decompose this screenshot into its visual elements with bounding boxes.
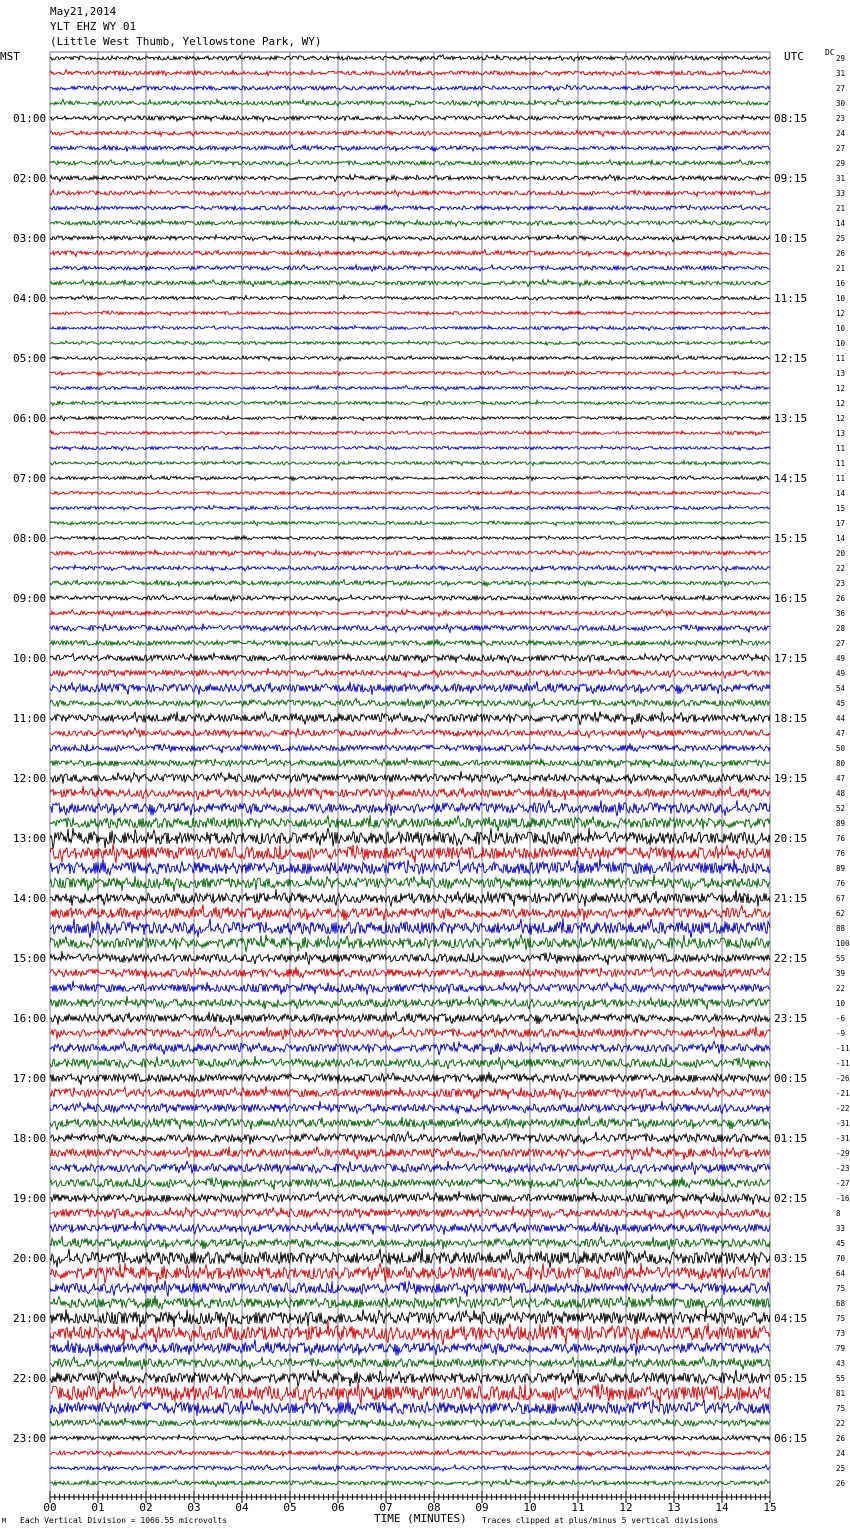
dc-offset-label: 49 <box>836 654 846 663</box>
x-tick-label: 04 <box>235 1501 249 1514</box>
dc-offset-label: 81 <box>836 1389 846 1398</box>
trace-line <box>50 639 770 646</box>
scale-note: Each Vertical Division = 1066.55 microvolts <box>20 1516 228 1525</box>
dc-offset-label: 10 <box>836 999 846 1008</box>
mst-hour-label: 22:00 <box>13 1372 47 1385</box>
mst-axis-title: MST <box>0 50 20 63</box>
dc-offset-label: 11 <box>836 459 846 468</box>
trace-line <box>50 145 770 152</box>
dc-offset-label: 29 <box>836 54 846 63</box>
station-code: YLT EHZ WY 01 <box>50 20 137 33</box>
mst-hour-label: 10:00 <box>13 652 47 665</box>
dc-offset-label: 27 <box>836 84 846 93</box>
trace-line <box>50 1116 770 1130</box>
mst-hour-label: 09:00 <box>13 592 47 605</box>
dc-offset-label: 44 <box>836 714 846 723</box>
clip-note: Traces clipped at plus/minus 5 vertical divisions <box>482 1516 719 1525</box>
trace-line <box>50 758 770 768</box>
utc-hour-label: 23:15 <box>774 1012 808 1025</box>
dc-offset-label: 15 <box>836 504 846 513</box>
trace-line <box>50 130 770 137</box>
dc-offset-label: 43 <box>836 1359 846 1368</box>
utc-hour-label: 14:15 <box>774 472 808 485</box>
trace-line <box>50 1161 770 1175</box>
trace-line <box>50 340 770 345</box>
trace-line <box>50 416 770 421</box>
mst-hour-label: 20:00 <box>13 1252 47 1265</box>
mst-hour-label: 03:00 <box>13 232 47 245</box>
dc-offset-label: 26 <box>836 1434 846 1443</box>
trace-line <box>50 595 770 602</box>
dc-offset-label: 29 <box>836 159 846 168</box>
dc-offset-label: -27 <box>836 1179 850 1188</box>
x-tick-label: 07 <box>379 1501 393 1514</box>
trace-line <box>50 935 770 952</box>
mst-hour-label: 07:00 <box>13 472 47 485</box>
mst-hour-label: 13:00 <box>13 832 47 845</box>
x-tick-label: 00 <box>43 1501 57 1514</box>
trace-line <box>50 235 770 242</box>
station-location: (Little West Thumb, Yellowstone Park, WY) <box>50 35 322 48</box>
mst-hour-label: 11:00 <box>13 712 47 725</box>
trace-line <box>50 1086 770 1100</box>
mst-hour-label: 12:00 <box>13 772 47 785</box>
dc-offset-label: 52 <box>836 804 846 813</box>
trace-line <box>50 624 770 633</box>
trace-line <box>50 475 770 480</box>
dc-offset-label: -31 <box>836 1119 850 1128</box>
utc-hour-label: 01:15 <box>774 1132 808 1145</box>
trace-line <box>50 580 770 587</box>
dc-offset-label: 55 <box>836 954 846 963</box>
trace-line <box>50 205 770 211</box>
trace-line <box>50 1206 770 1219</box>
trace-line <box>50 355 770 360</box>
dc-offset-label: 11 <box>836 444 846 453</box>
trace-line <box>50 711 770 725</box>
trace-line <box>50 1435 770 1442</box>
trace-line <box>50 160 770 167</box>
trace-line <box>50 1041 770 1055</box>
x-tick-label: 03 <box>187 1501 201 1514</box>
dc-offset-label: 10 <box>836 339 846 348</box>
dc-offset-label: 11 <box>836 474 846 483</box>
trace-line <box>50 1146 770 1160</box>
trace-line <box>50 743 770 753</box>
trace-line <box>50 1191 770 1205</box>
trace-group <box>50 55 770 1487</box>
trace-line <box>50 874 770 891</box>
utc-hour-label: 02:15 <box>774 1192 808 1205</box>
utc-hour-label: 08:15 <box>774 112 808 125</box>
utc-hour-label: 13:15 <box>774 412 808 425</box>
dc-offset-label: 64 <box>836 1269 846 1278</box>
trace-line <box>50 668 770 679</box>
dc-offset-label: 24 <box>836 1449 846 1458</box>
mst-hour-label: 17:00 <box>13 1072 47 1085</box>
trace-line <box>50 1221 770 1235</box>
utc-hour-label: 15:15 <box>774 532 808 545</box>
mst-hour-label: 19:00 <box>13 1192 47 1205</box>
trace-line <box>50 1248 770 1268</box>
dc-offset-label: 70 <box>836 1254 846 1263</box>
trace-line <box>50 728 770 738</box>
dc-offset-label: 88 <box>836 924 846 933</box>
dc-offset-label: -11 <box>836 1044 850 1053</box>
trace-line <box>50 311 770 316</box>
x-tick-label: 12 <box>619 1501 633 1514</box>
utc-hour-label: 20:15 <box>774 832 808 845</box>
mst-hour-label: 15:00 <box>13 952 47 965</box>
trace-line <box>50 460 770 465</box>
utc-hour-label: 18:15 <box>774 712 808 725</box>
utc-hour-label: 05:15 <box>774 1372 808 1385</box>
x-tick-label: 11 <box>571 1501 585 1514</box>
trace-line <box>50 1370 770 1387</box>
dc-offset-label: 45 <box>836 1239 846 1248</box>
dc-offset-label: 10 <box>836 294 846 303</box>
dc-offset-label: 16 <box>836 279 846 288</box>
mst-hour-label: 04:00 <box>13 292 47 305</box>
dc-offset-label: 67 <box>836 894 846 903</box>
dc-offset-label: 75 <box>836 1314 846 1323</box>
trace-line <box>50 800 770 816</box>
mst-hour-label: 08:00 <box>13 532 47 545</box>
trace-line <box>50 905 770 921</box>
x-tick-label: 15 <box>763 1501 777 1514</box>
mst-hour-label: 21:00 <box>13 1312 47 1325</box>
x-tick-label: 01 <box>91 1501 105 1514</box>
dc-offset-label: 24 <box>836 129 846 138</box>
dc-offset-label: -29 <box>836 1149 850 1158</box>
mst-hour-label: 23:00 <box>13 1432 47 1445</box>
utc-hour-label: 11:15 <box>774 292 808 305</box>
utc-hour-label: 17:15 <box>774 652 808 665</box>
x-tick-label: 13 <box>667 1501 681 1514</box>
x-tick-label: 10 <box>523 1501 537 1514</box>
trace-line <box>50 1480 770 1487</box>
mst-hour-label: 06:00 <box>13 412 47 425</box>
trace-line <box>50 1072 770 1085</box>
trace-line <box>50 400 770 405</box>
trace-line <box>50 70 770 76</box>
trace-line <box>50 295 770 300</box>
utc-hour-label: 16:15 <box>774 592 808 605</box>
dc-offset-label: 75 <box>836 1404 846 1413</box>
trace-line <box>50 858 770 876</box>
trace-line <box>50 55 770 61</box>
mst-hour-label: 02:00 <box>13 172 47 185</box>
dc-offset-label: -31 <box>836 1134 850 1143</box>
dc-offset-label: 14 <box>836 489 846 498</box>
trace-line <box>50 1101 770 1114</box>
trace-line <box>50 1236 770 1249</box>
trace-line <box>50 1321 770 1346</box>
dc-offset-label: -22 <box>836 1104 850 1113</box>
x-tick-label: 08 <box>427 1501 441 1514</box>
dc-offset-label: 26 <box>836 594 846 603</box>
trace-line <box>50 1465 770 1471</box>
trace-line <box>50 250 770 257</box>
dc-offset-label: 89 <box>836 819 846 828</box>
trace-line <box>50 265 770 271</box>
x-axis-title: TIME (MINUTES) <box>374 1512 467 1525</box>
trace-line <box>50 815 770 832</box>
dc-offset-label: 39 <box>836 969 846 978</box>
dc-offset-label: -9 <box>836 1029 846 1038</box>
x-tick-label: 14 <box>715 1501 729 1514</box>
mst-hour-label: 14:00 <box>13 892 47 905</box>
utc-hour-label: 19:15 <box>774 772 808 785</box>
dc-offset-label: 12 <box>836 384 846 393</box>
trace-line <box>50 565 770 572</box>
utc-hour-label: 03:15 <box>774 1252 808 1265</box>
dc-offset-label: 33 <box>836 189 846 198</box>
trace-line <box>50 386 770 391</box>
dc-offset-label: 14 <box>836 219 846 228</box>
dc-offset-label: 26 <box>836 1479 846 1488</box>
trace-line <box>50 610 770 617</box>
trace-line <box>50 1308 770 1329</box>
dc-offset-label: 76 <box>836 849 846 858</box>
dc-offset-label: 48 <box>836 789 846 798</box>
trace-line <box>50 491 770 496</box>
x-tick-label: 09 <box>475 1501 489 1514</box>
dc-offset-label: 55 <box>836 1374 846 1383</box>
trace-line <box>50 1132 770 1145</box>
dc-offset-label: 62 <box>836 909 846 918</box>
trace-line <box>50 190 770 197</box>
dc-offset-label: -11 <box>836 1059 850 1068</box>
dc-offset-label: 100 <box>836 939 850 948</box>
utc-hour-label: 10:15 <box>774 232 808 245</box>
dc-offset-label: 47 <box>836 729 846 738</box>
dc-offset-label: 12 <box>836 309 846 318</box>
mst-hour-label: 01:00 <box>13 112 47 125</box>
trace-line <box>50 1450 770 1457</box>
trace-line <box>50 1177 770 1190</box>
dc-offset-label: 13 <box>836 369 846 378</box>
dc-offset-label: -6 <box>836 1014 846 1023</box>
x-tick-label: 05 <box>283 1501 297 1514</box>
trace-line <box>50 445 770 450</box>
utc-hour-label: 12:15 <box>774 352 808 365</box>
trace-line <box>50 550 770 556</box>
dc-offset-label: 25 <box>836 1464 846 1473</box>
dc-offset-label: 45 <box>836 699 846 708</box>
trace-line <box>50 653 770 663</box>
dc-offset-label: 22 <box>836 1419 846 1428</box>
utc-hour-label: 04:15 <box>774 1312 808 1325</box>
trace-line <box>50 951 770 965</box>
trace-line <box>50 828 770 849</box>
trace-line <box>50 1357 770 1370</box>
dc-offset-label: 21 <box>836 204 846 213</box>
mst-hour-label: 05:00 <box>13 352 47 365</box>
dc-offset-label: 31 <box>836 174 846 183</box>
utc-hour-label: 21:15 <box>774 892 808 905</box>
dc-offset-label: 54 <box>836 684 846 693</box>
utc-hour-label: 06:15 <box>774 1432 808 1445</box>
trace-line <box>50 996 770 1010</box>
dc-offset-label: 11 <box>836 354 846 363</box>
trace-line <box>50 99 770 106</box>
dc-offset-label: -21 <box>836 1089 850 1098</box>
trace-line <box>50 1381 770 1405</box>
trace-line <box>50 505 770 510</box>
trace-line <box>50 220 770 227</box>
dc-offset-label: 33 <box>836 1224 846 1233</box>
dc-offset-label: 23 <box>836 114 846 123</box>
trace-line <box>50 1280 770 1296</box>
trace-line <box>50 698 770 708</box>
trace-line <box>50 1027 770 1040</box>
dc-offset-label: 22 <box>836 984 846 993</box>
dc-offset-label: 75 <box>836 1284 846 1293</box>
trace-line <box>50 175 770 182</box>
dc-offset-label: 47 <box>836 774 846 783</box>
dc-offset-label: 13 <box>836 429 846 438</box>
dc-offset-label: 36 <box>836 609 846 618</box>
trace-line <box>50 786 770 800</box>
dc-offset-label: 73 <box>836 1329 846 1338</box>
trace-line <box>50 771 770 784</box>
trace-line <box>50 325 770 330</box>
utc-axis-title: UTC <box>784 50 804 63</box>
dc-offset-label: 49 <box>836 669 846 678</box>
trace-line <box>50 1263 770 1284</box>
trace-line <box>50 85 770 91</box>
utc-hour-label: 09:15 <box>774 172 808 185</box>
dc-offset-label: 76 <box>836 834 846 843</box>
dc-offset-label: 23 <box>836 579 846 588</box>
dc-offset-label: 22 <box>836 564 846 573</box>
dc-offset-label: 20 <box>836 549 846 558</box>
dc-offset-label: 12 <box>836 414 846 423</box>
mst-hour-label: 18:00 <box>13 1132 47 1145</box>
x-tick-label: 06 <box>331 1501 345 1514</box>
dc-offset-label: 27 <box>836 639 846 648</box>
dc-offset-label: 28 <box>836 624 846 633</box>
trace-line <box>50 1340 770 1357</box>
dc-offset-label: 76 <box>836 879 846 888</box>
dc-offset-label: 27 <box>836 144 846 153</box>
dc-offset-label: 80 <box>836 759 846 768</box>
dc-offset-label: 14 <box>836 534 846 543</box>
dc-offset-label: -16 <box>836 1194 850 1203</box>
dc-offset-label: 68 <box>836 1299 846 1308</box>
dc-offset-label: -23 <box>836 1164 850 1173</box>
trace-line <box>50 981 770 995</box>
dc-offset-label: 12 <box>836 399 846 408</box>
trace-line <box>50 1294 770 1309</box>
dc-offset-label: 30 <box>836 99 846 108</box>
dc-offset-label: 21 <box>836 264 846 273</box>
corner-mark: M <box>2 1517 7 1525</box>
record-date: May21,2014 <box>50 5 117 18</box>
trace-line <box>50 1011 770 1025</box>
trace-line <box>50 918 770 938</box>
dc-offset-label: 10 <box>836 324 846 333</box>
dc-offset-label: -26 <box>836 1074 850 1083</box>
trace-line <box>50 430 770 435</box>
x-tick-label: 02 <box>139 1501 153 1514</box>
dc-offset-label: 26 <box>836 249 846 258</box>
dc-offset-label: 17 <box>836 519 846 528</box>
trace-line <box>50 521 770 526</box>
trace-line <box>50 1399 770 1416</box>
x-axis <box>43 1491 776 1514</box>
trace-line <box>50 280 770 287</box>
dc-offset-label: 31 <box>836 69 846 78</box>
dc-offset-label: 89 <box>836 864 846 873</box>
dc-offset-label: 8 <box>836 1209 841 1218</box>
utc-hour-label: 22:15 <box>774 952 808 965</box>
trace-line <box>50 1056 770 1070</box>
trace-line <box>50 371 770 376</box>
dc-offset-label: 50 <box>836 744 846 753</box>
trace-line <box>50 967 770 979</box>
dc-offset-label: 79 <box>836 1344 846 1353</box>
trace-line <box>50 681 770 695</box>
dc-offset-label: 25 <box>836 234 846 243</box>
mst-hour-label: 16:00 <box>13 1012 47 1025</box>
trace-line <box>50 889 770 907</box>
utc-hour-label: 00:15 <box>774 1072 808 1085</box>
trace-line <box>50 535 770 540</box>
trace-line <box>50 115 770 122</box>
dc-column-title: DC <box>825 48 835 57</box>
trace-line <box>50 844 770 864</box>
trace-line <box>50 1418 770 1428</box>
